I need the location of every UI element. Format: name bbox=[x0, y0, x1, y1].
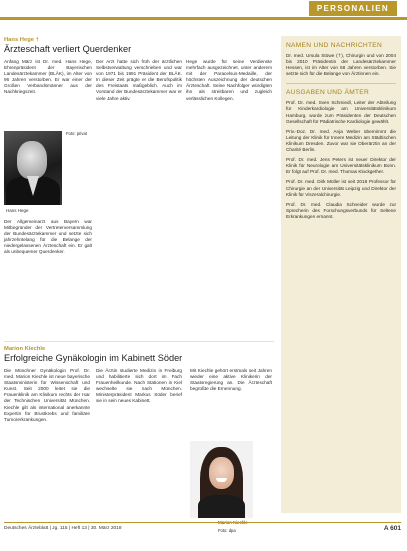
photo-credit: Foto: dpa bbox=[218, 528, 236, 533]
article-text: Der Allgemeinarzt aus Bayern war Mitbegründer der Vertreterversammlung der Bundesärztekammer und setzte sich jahrzehntelang für die Belange der niedergelassenen Ärzteschaft ein. Er galt als unbequemer Querdenker. bbox=[4, 219, 92, 255]
sidebar-item: Prof. Dr. med. Dirk Müller ist seit 2018 Professor für Chirurgie an der Universität Leipzig und Direktor der Klinik für Viszeralchirurgie. bbox=[286, 179, 396, 197]
article-headline: Erfolgreiche Gynäkologin im Kabinett Söder bbox=[4, 353, 183, 363]
section-tag: PERSONALIEN bbox=[309, 1, 397, 16]
article-text: Mit Kiechle gehört erstmals seit Jahren wieder eine aktive Klinikerin der Staatsregierung an. Die Ärzteschaft begrüßte die Ernennung. bbox=[190, 368, 272, 392]
article-text: Hege wurde für seine Verdienste mehrfach ausgezeichnet, unter anderem mit der Paracelsus-Medaille, der höchsten Auszeichnung der deutschen Ärzteschaft. Seine Nachfolger würdigten ihn als streitbaren und zugleich verlässlichen Kollegen. bbox=[186, 59, 272, 101]
article-kiechle bbox=[4, 345, 274, 551]
sidebar-item: Prof. Dr. med. Jens Peters ist neuer Direktor der Klinik für Neurologie am Universitätsklinikum Bonn. Er folgt auf Prof. Dr. med. Thomas Klockgether. bbox=[286, 157, 396, 175]
portrait-photo bbox=[4, 131, 62, 205]
photo-caption: Marion Kiechle bbox=[218, 520, 248, 525]
header-rule bbox=[0, 17, 407, 20]
article-text: Der Arzt hatte sich früh der ärztlichen Selbstverwaltung verschrieben und war von 1971 bis 1991 Präsident der BLÄK. In dieser Zeit prägte er die Berufspolitik des Freistaats maßgeblich. Auch im Vorstand der Bundesärztekammer war er viele Jahre aktiv. bbox=[96, 59, 182, 101]
page-number: A 601 bbox=[383, 525, 401, 532]
page-header bbox=[0, 0, 407, 22]
page-footer bbox=[4, 522, 401, 536]
article-text: Anfang März ist Dr. med. Hans Hege, Ehrenpräsident der Bayerischen Landesärztekammer (BLÄK), im Alter von 96 Jahren verstorben. Er war einer der Großen Verbandsmänner aus der Nachkriegszeit. bbox=[4, 59, 92, 95]
portrait-photo bbox=[190, 441, 253, 518]
sidebar-heading: AUSGABEN UND ÄMTER bbox=[286, 83, 396, 96]
sidebar-item: Priv.-Doz. Dr. med. Anja Weber übernimmt die Leitung der Klinik für Innere Medizin am Städtischen Klinikum Dresden. Zuvor war sie Oberärztin an der Charité Berlin. bbox=[286, 128, 396, 153]
sidebar-item: Prof. Dr. med. Claudia Schneider wurde zur Sprecherin des Forschungsverbunds für Seltene Erkrankungen ernannt. bbox=[286, 201, 396, 219]
article-kicker: Hans Hege † bbox=[4, 37, 39, 43]
sidebar-item: Dr. med. Ursula Stüwe (†), Chirurgin und von 2004 bis 2010 Präsidentin der Landesärztekammer Hessen, ist im Alter von 68 Jahren verstorben. Sie setzte sich für die Belange von Ärztinnen ein. bbox=[286, 53, 396, 77]
article-text: Die Münchner Gynäkologin Prof. Dr. med. Marion Kiechle ist neue bayerische Staatsministerin für Wissenschaft und Kunst. Seit 2000 leitet sie die Frauenklinik am Klinikum rechts der Isar der Technischen Universität München. Kiechle gilt als international anerkannte Expertin für Brustkrebs und familiäre Tumorerkrankungen. bbox=[4, 368, 90, 422]
sidebar-item: Prof. Dr. med. Sven Schmiedl, Leiter der Abteilung für Kinderkardiologie am Universitätsklinikum Hamburg, wurde zum Präsidenten der Deutschen Gesellschaft für Pädiatrische Kardiologie gewählt. bbox=[286, 100, 396, 124]
footer-citation: Deutsches Ärzteblatt | Jg. 115 | Heft 13 | 30. März 2018 bbox=[4, 526, 122, 531]
article-headline: Ärzteschaft verliert Querdenker bbox=[4, 44, 132, 54]
sidebar-news bbox=[281, 36, 401, 513]
article-divider bbox=[4, 341, 274, 342]
photo-caption: Hans Hege bbox=[6, 208, 29, 213]
article-text: Die Ärztin studierte Medizin in Freiburg und habilitierte sich dort im Fach Frauenheilkunde. Nach Stationen in Kiel wechselte sie nach München. Ministerpräsident Markus Söder berief sie in sein neues Kabinett. bbox=[96, 368, 182, 404]
photo-credit: Foto: privat bbox=[66, 131, 87, 136]
main-column bbox=[4, 36, 274, 551]
article-kicker: Marion Kiechle bbox=[4, 346, 46, 352]
article-body bbox=[4, 59, 274, 339]
sidebar-heading: NAMEN UND NACHRICHTEN bbox=[286, 42, 383, 49]
article-hege bbox=[4, 36, 274, 339]
